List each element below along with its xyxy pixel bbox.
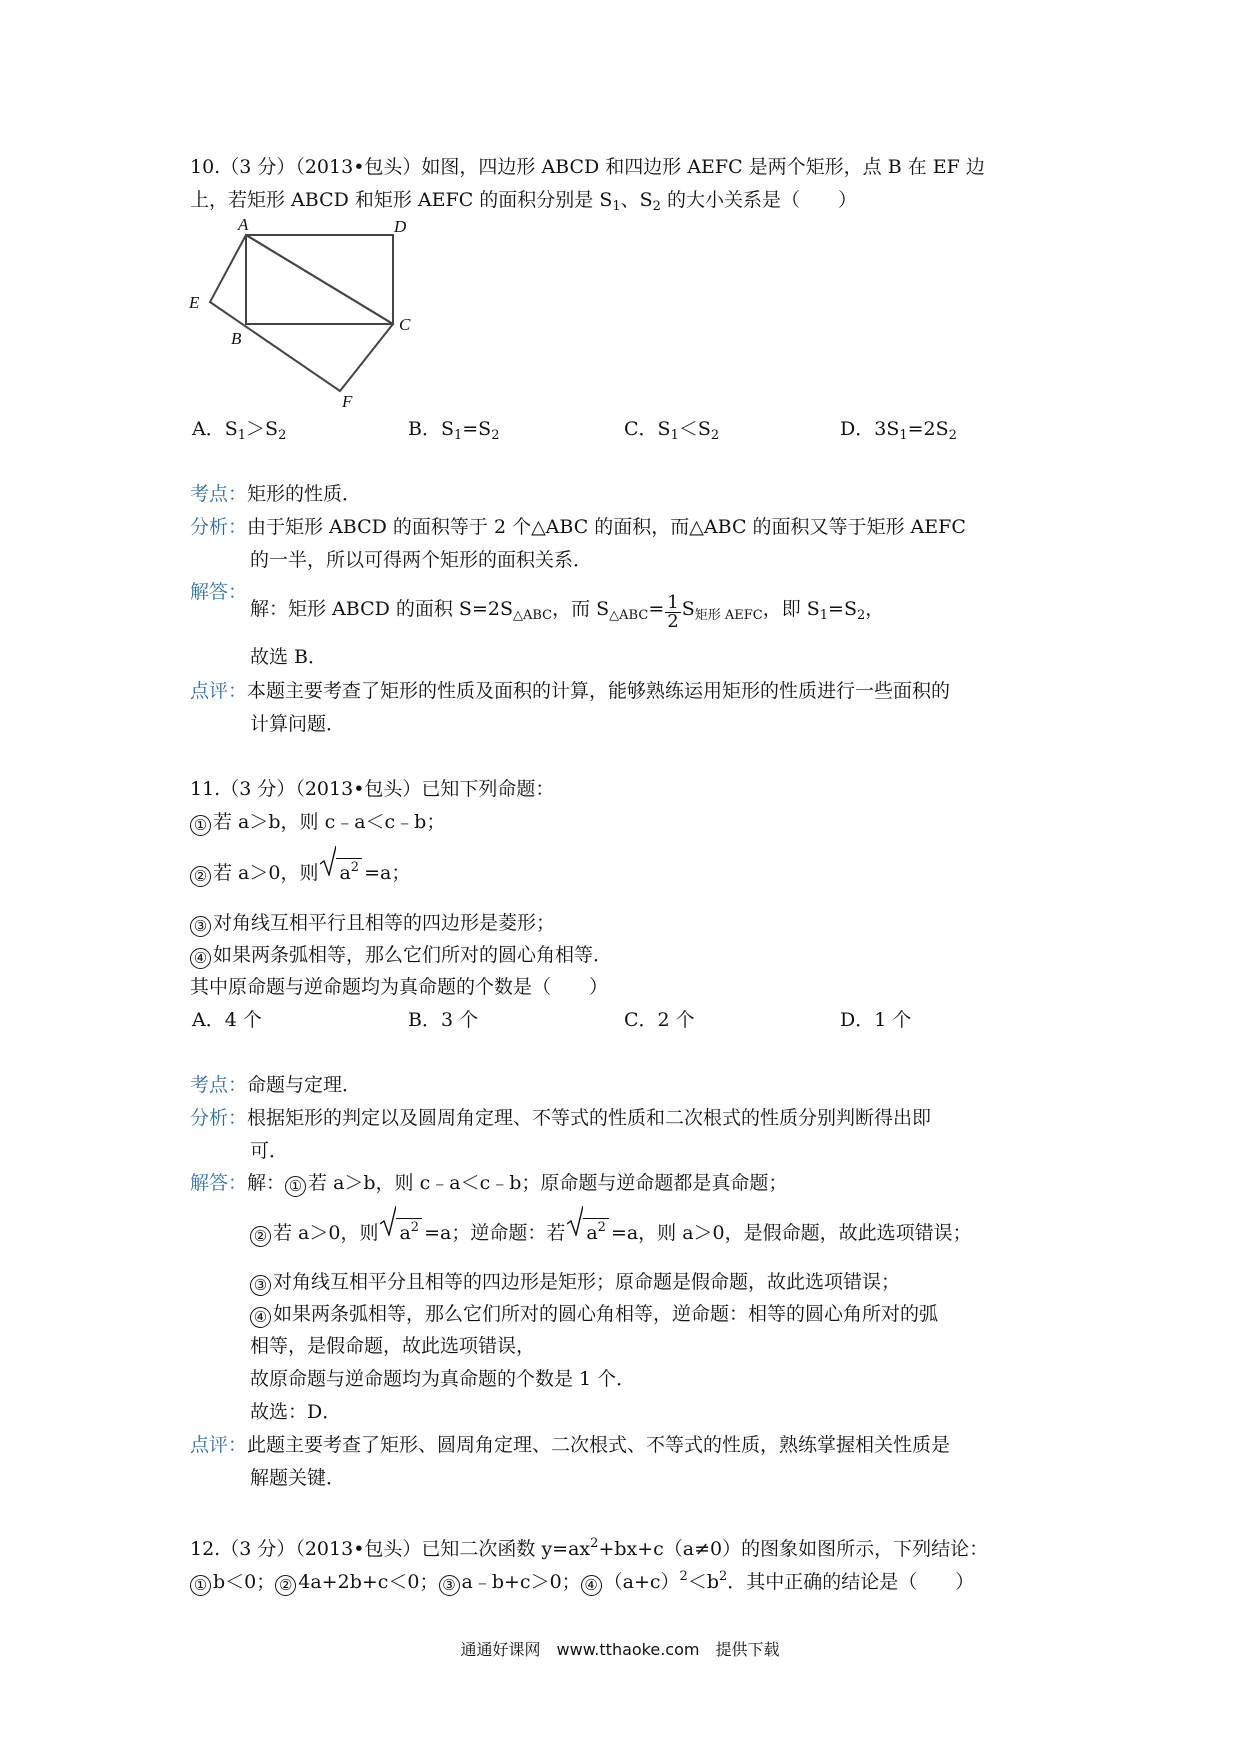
page-footer: 通通好课网 www.tthaoke.com 提供下载 [460, 1640, 780, 1659]
q12-stem-line2: ① b＜0； ② 4a+2b+c＜0； ③ a﹣b+c＞0； ④ $(a+c)^2<b^2$．其中正确的结论是（ ） [190, 1570, 974, 1596]
q10-jieda-tag: 解答： [190, 581, 248, 603]
q11-fenxi-line1: 分析：根据矩形的判定以及圆周角定理、不等式的性质和二次根式的性质分别判断得出即 [190, 1107, 932, 1129]
point-c-label: C [399, 315, 411, 334]
one-half-fraction: $\frac{1}{2}$ [667, 592, 679, 632]
q10-option-c: C．$S_1<S_2$ [624, 418, 720, 443]
point-b-label: B [231, 329, 242, 348]
q11-option-c: C．2 个 [624, 1009, 695, 1031]
point-f-label: F [342, 392, 353, 410]
point-d-label: D [394, 218, 407, 236]
circled-numeral: ③ [439, 1575, 460, 1596]
q11-proposition-2: ② 若 a＞0，则 $a^2 =a$； [190, 858, 410, 887]
circled-numeral: ② [250, 1226, 271, 1247]
q10-option-b: B．$S_1=S_2$ [408, 418, 500, 443]
q11-jieda-line6: 故原命题与逆命题均为真命题的个数是 1 个． [250, 1368, 636, 1390]
circled-numeral: ① [285, 1176, 306, 1197]
q10-dianping-line1: 点评：本题主要考查了矩形的性质及面积的计算，能够熟练运用矩形的性质进行一些面积的 [190, 680, 951, 702]
q11-question: 其中原命题与逆命题均为真命题的个数是（ ） [190, 976, 609, 998]
circled-numeral: ③ [250, 1275, 271, 1296]
circled-numeral: ② [190, 866, 211, 887]
q11-fenxi-line2: 可． [250, 1140, 289, 1162]
q11-dianping-line2: 解题关键． [250, 1467, 346, 1489]
q10-kaodian: 考点：矩形的性质． [190, 483, 362, 505]
q11-option-d: D．1 个 [840, 1009, 912, 1031]
q11-proposition-3: ③ 对角线互相平行且相等的四边形是菱形； [190, 914, 555, 937]
circled-numeral: ④ [190, 948, 211, 969]
q11-proposition-4: ④ 如果两条弧相等，那么它们所对的圆心角相等． [190, 946, 612, 969]
q11-jieda-line1: 解答：解： ① 若 a＞b，则 c﹣a＜c﹣b；原命题与逆命题都是真命题； [190, 1172, 788, 1195]
q11-dianping-line1: 点评：此题主要考查了矩形、圆周角定理、二次根式、不等式的性质，熟练掌握相关性质是 [190, 1434, 951, 1456]
circled-numeral: ③ [190, 916, 211, 937]
q11-option-a: A．4 个 [192, 1009, 262, 1031]
point-a-label: A [238, 218, 249, 234]
q10-fenxi-line2: 的一半，所以可得两个矩形的面积关系． [250, 549, 593, 571]
q11-jieda-line4: ④ 如果两条弧相等，那么它们所对的圆心角相等，逆命题：相等的圆心角所对的弧 [250, 1305, 938, 1328]
q10-guxuan: 故选 B． [250, 646, 328, 668]
point-e-label: E [189, 293, 200, 312]
q11-kaodian: 考点：命题与定理． [190, 1074, 362, 1096]
q11-jieda-line2: ② 若 a＞0，则 $a^2 =a$；逆命题：若 $a^2 =a$，则 a＞0，是假命题，故此选项错误； [250, 1218, 972, 1247]
square-root-symbol: $a^2$ [320, 858, 362, 883]
q11-stem: 11.（3 分）（2013•包头）已知下列命题： [190, 778, 555, 800]
square-root-symbol: $a^2$ [380, 1218, 422, 1243]
q10-fenxi-line1: 分析：由于矩形 ABCD 的面积等于 2 个△ABC 的面积，而△ABC 的面积又等于矩形 AEFC [190, 516, 966, 538]
q11-jieda-line5: 相等，是假命题，故此选项错误， [250, 1335, 536, 1357]
q10-rectangles-figure [186, 218, 426, 410]
q10-option-a: A．$S_1>S_2$ [192, 418, 287, 443]
q11-proposition-1: ① 若 a＞b，则 c﹣a＜c﹣b； [190, 813, 445, 836]
q10-dianping-line2: 计算问题． [250, 713, 346, 735]
q10-jieda-line: 解：矩形 ABCD 的面积 $S=2S_{\triangle ABC}$，而 $S_{\triangle ABC}=$ $\frac{1}{2}$ $S_{矩形 AEFC}$，即 $S_1=S_2$， [250, 592, 885, 632]
q10-stem-line1: 10.（3 分）（2013•包头）如图，四边形 ABCD 和四边形 AEFC 是两个矩形，点 B 在 EF 边 [190, 156, 985, 178]
circled-numeral: ① [190, 815, 211, 836]
q11-jieda-line3: ③ 对角线互相平分且相等的四边形是矩形；原命题是假命题，故此选项错误； [250, 1273, 900, 1296]
q10-stem-line2: 上，若矩形 ABCD 和矩形 AEFC 的面积分别是 $S_1$、$S_2$ 的大小关系是（ ） [190, 189, 857, 214]
q10-option-d: D．$3S_1=2S_2$ [840, 418, 957, 443]
circled-numeral: ④ [581, 1575, 602, 1596]
q11-option-b: B．3 个 [408, 1009, 479, 1031]
q12-stem-line1: 12.（3 分）（2013•包头）已知二次函数 $y=ax^2+bx+c(a\ne 0)$的图象如图所示，下列结论： [190, 1536, 989, 1560]
square-root-symbol: $a^2$ [567, 1218, 609, 1243]
q11-jieda-line7: 故选：D． [250, 1401, 342, 1423]
circled-numeral: ① [190, 1575, 211, 1596]
circled-numeral: ② [275, 1575, 296, 1596]
rectangle-aefc [210, 235, 393, 391]
circled-numeral: ④ [250, 1307, 271, 1328]
